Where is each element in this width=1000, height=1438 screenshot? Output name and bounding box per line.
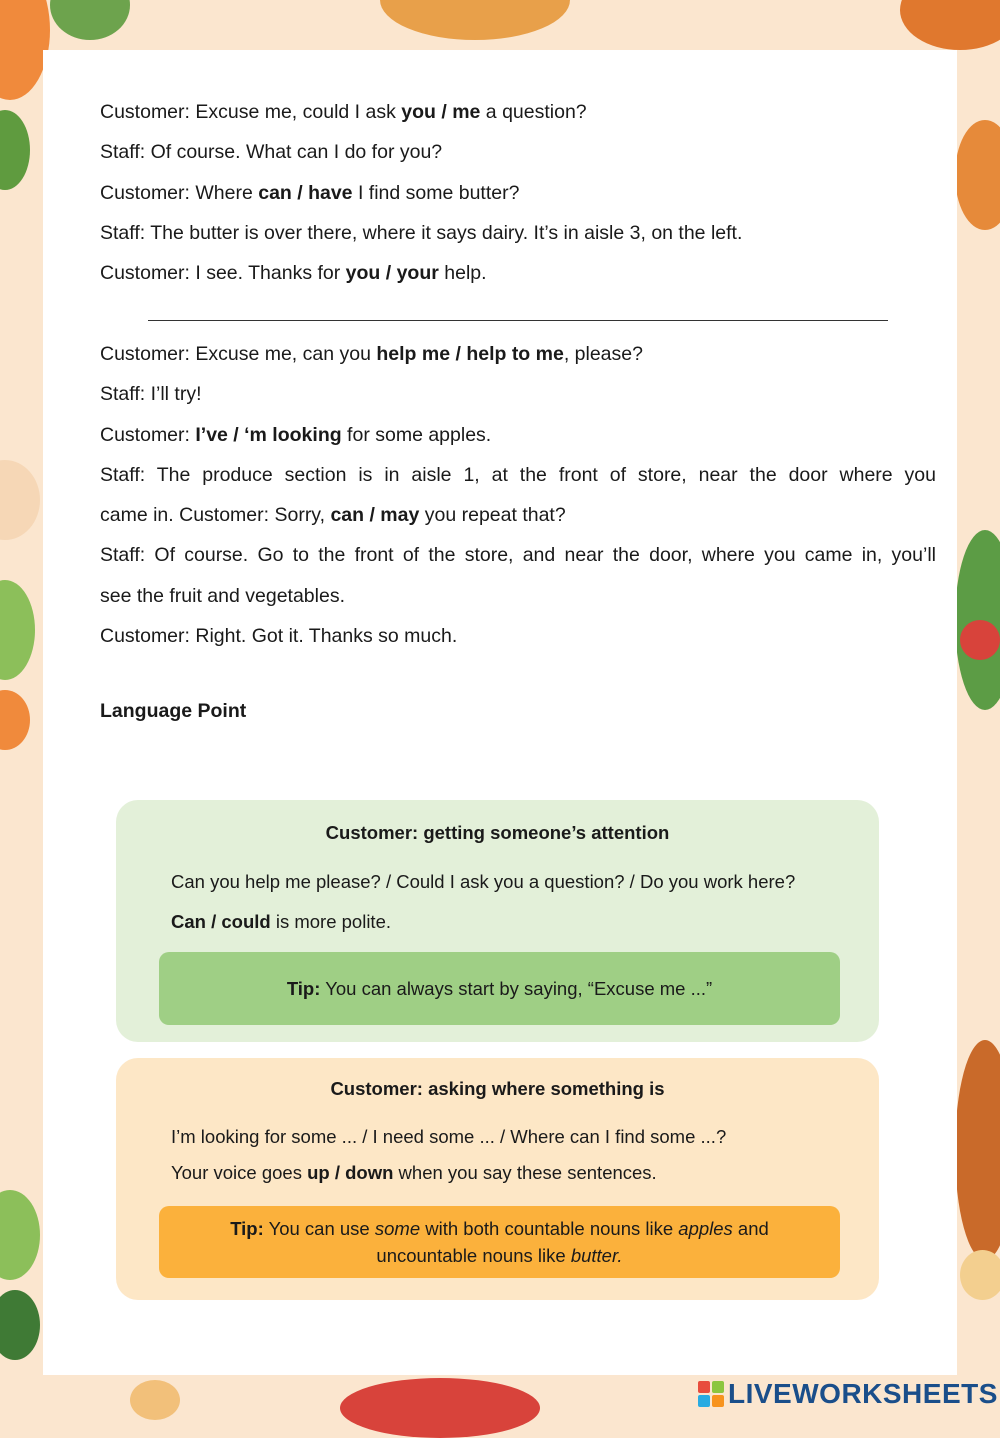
dialogue-line: Customer: Excuse me, could I ask you / me a question? [100,101,587,123]
box-text: Can you help me please? / Could I ask you a question? / Do you work here? [171,871,796,892]
dialogue-line: Customer: Right. Got it. Thanks so much. [100,625,458,648]
dialogue-line: came in. Customer: Sorry, can / may you repeat that? [100,504,566,527]
answer-choice[interactable]: you / your [345,262,439,285]
location-info-box [116,1058,879,1300]
dialogue-section-2 [100,334,936,656]
answer-choice[interactable]: I’ve / ‘m looking [195,423,342,446]
dialogue-line: Staff: The butter is over there, where it says dairy. It’s in aisle 3, on the left. [100,221,743,244]
dialogue-line: Staff: Of course. What can I do for you? [100,141,443,164]
attention-info-box [116,800,879,1042]
dialogue-line: Customer: Where can / have I find some butter? [100,181,520,204]
box-title: Customer: getting someone’s attention [325,822,670,843]
box-text: Your voice goes up / down when you say these sentences. [171,1162,657,1183]
tip-box: Tip: You can use some with both countable nouns like apples and uncountable nouns like butter. [159,1206,840,1278]
answer-choice[interactable]: can / have [258,181,353,204]
section-divider [148,320,888,321]
dialogue-line: Staff: I’ll try! [100,383,202,406]
section-heading: Language Point [100,700,247,722]
box-title: Customer: asking where something is [330,1078,665,1099]
answer-choice[interactable]: you / me [401,101,481,123]
dialogue-line: Staff: Of course. Go to the front of the store, and near the door, where you came in, you’ll [100,544,936,567]
dialogue-line: Customer: I’ve / ‘m looking for some apples. [100,423,492,446]
dialogue-section-1 [100,92,936,293]
logo-icon [698,1381,724,1407]
dialogue-line: Customer: Excuse me, can you help me / help to me, please? [100,343,643,365]
liveworksheets-logo[interactable] [698,1376,998,1412]
dialogue-line: see the fruit and vegetables. [100,584,345,607]
tip-box: Tip: You can always start by saying, “Excuse me ...” [159,952,840,1025]
dialogue-line: Customer: I see. Thanks for you / your help. [100,262,487,285]
box-text: I’m looking for some ... / I need some ... / Where can I find some ...? [171,1126,727,1147]
logo-text: LIVEWORKSHEETS [728,1378,998,1409]
answer-choice[interactable]: can / may [330,504,420,527]
answer-choice[interactable]: help me / help to me [376,343,564,365]
box-text: Can / could is more polite. [171,911,391,932]
dialogue-line: Staff: The produce section is in aisle 1, at the front of store, near the door where you [100,463,936,486]
